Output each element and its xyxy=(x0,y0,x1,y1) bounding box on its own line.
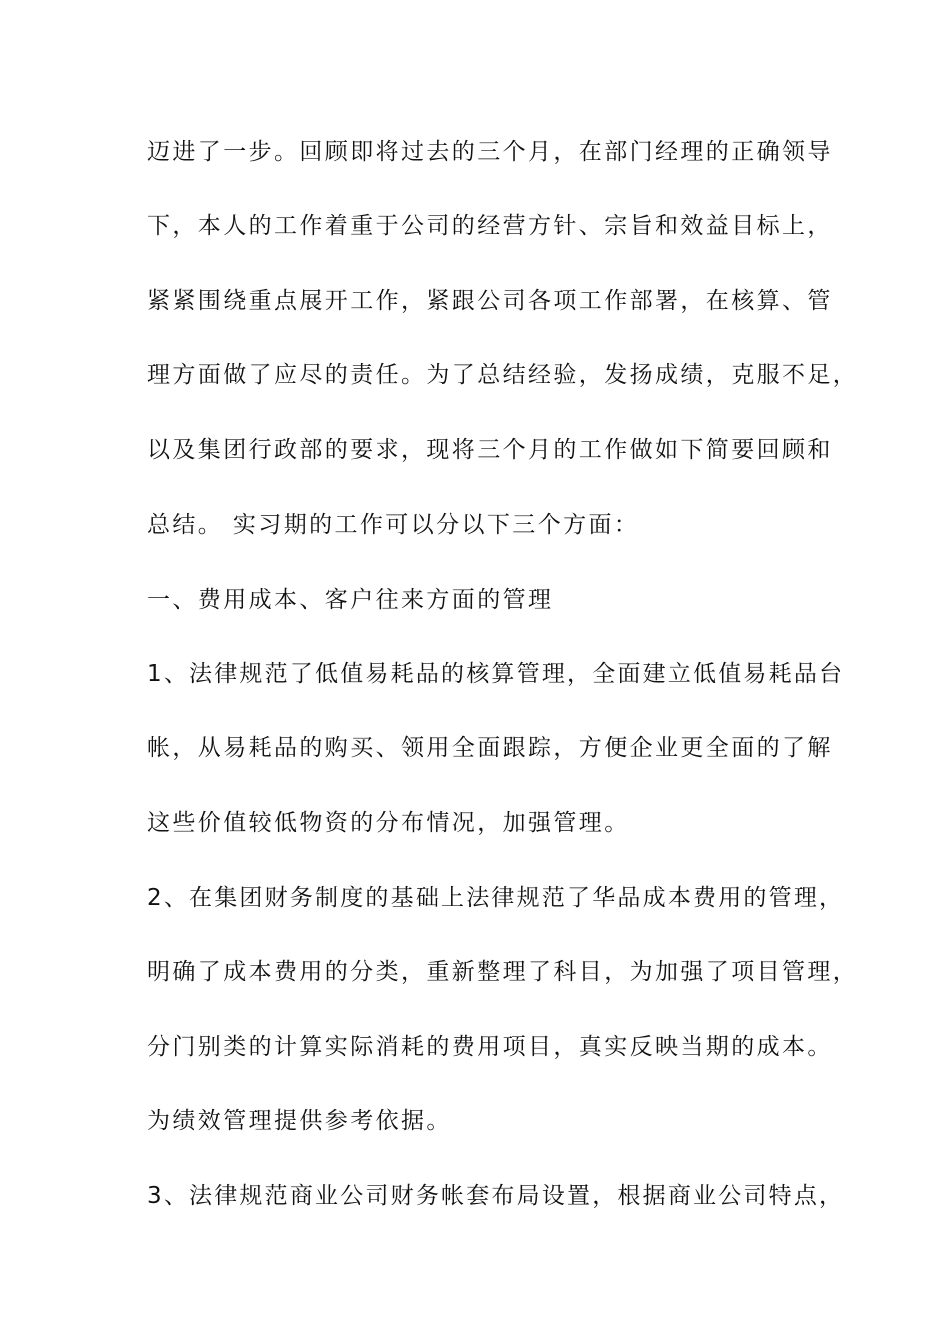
text-line: 3、法律规范商业公司财务帐套布局设置，根据商业公司特点， xyxy=(147,1183,845,1209)
text-line: 迈进了一步。回顾即将过去的三个月，在部门经理的正确领导 xyxy=(147,139,833,165)
text-line: 紧紧围绕重点展开工作，紧跟公司各项工作部署，在核算、管 xyxy=(147,288,833,314)
text-line: 为绩效管理提供参考依据。 xyxy=(147,1108,452,1134)
text-line: 这些价值较低物资的分布情况，加强管理。 xyxy=(147,810,630,836)
text-line: 分门别类的计算实际消耗的费用项目，真实反映当期的成本。 xyxy=(147,1034,833,1060)
text-line: 理方面做了应尽的责任。为了总结经验，发扬成绩，克服不足， xyxy=(147,362,859,388)
text-line: 2、在集团财务制度的基础上法律规范了华品成本费用的管理， xyxy=(147,885,845,911)
text-line: 帐，从易耗品的购买、领用全面跟踪，方便企业更全面的了解 xyxy=(147,735,833,761)
text-line: 总结。 实习期的工作可以分以下三个方面： xyxy=(147,512,640,538)
section-heading: 一、费用成本、客户往来方面的管理 xyxy=(147,587,554,613)
text-line: 下，本人的工作着重于公司的经营方针、宗旨和效益目标上， xyxy=(147,213,833,239)
text-line: 以及集团行政部的要求，现将三个月的工作做如下简要回顾和 xyxy=(147,437,833,463)
text-line: 1、法律规范了低值易耗品的核算管理，全面建立低值易耗品台 xyxy=(147,661,845,687)
text-line: 明确了成本费用的分类，重新整理了科目，为加强了项目管理， xyxy=(147,959,859,985)
